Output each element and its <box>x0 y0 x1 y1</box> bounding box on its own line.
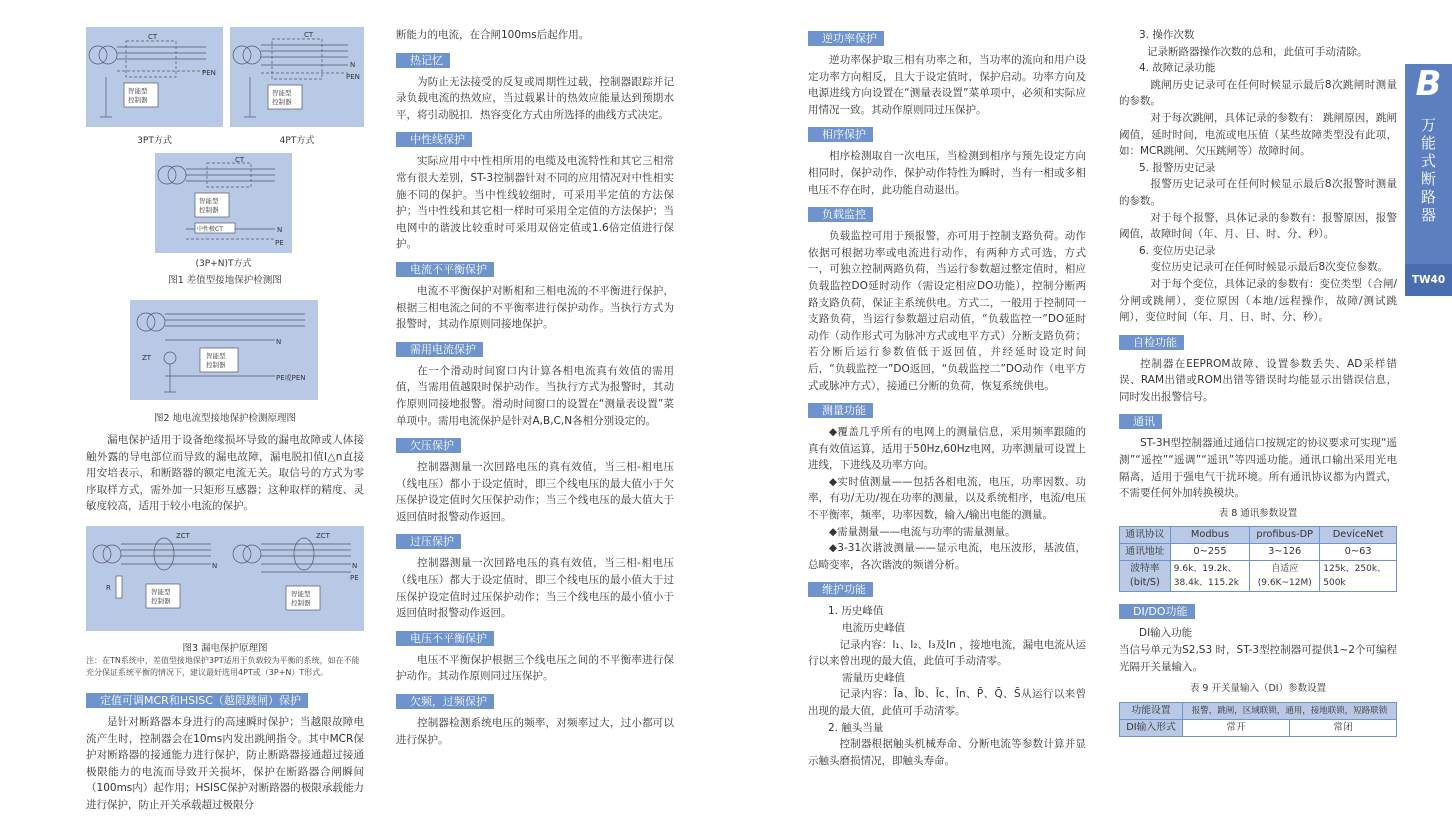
table-row <box>1120 719 1397 736</box>
item-3-title: 3. 操作次数 <box>1139 29 1195 41</box>
table-cell: 常开 <box>1183 719 1290 736</box>
section-heading: 热记忆 <box>396 53 450 68</box>
figure-3a-zct: ZCT <box>176 532 190 540</box>
selfcheck-text: 控制器在EEPROM故障、设置参数丢失、AD采样错误、RAM出错或ROM出错等错误时均能显示出错误信息，同时发出报警信号。 <box>1119 357 1397 403</box>
section-heading: 逆功率保护 <box>808 31 884 46</box>
maintenance-item-2: 2. 触头当量 <box>828 721 884 734</box>
figure-1b <box>230 27 364 127</box>
maintenance-record-3: 控制器根据触头机械寿命、分断电流等参数计算并显示触头磨损情况，即触头寿命。 <box>808 738 1086 767</box>
figure-1b-ct: CT <box>304 31 314 39</box>
section-paragraph: 控制器测量一次回路电压的真有效值，当三相-相电压（线电压）都小于设定值时，即三个线电压的最大值小于欠压保护设定值时欠压保护动作；当三个线电压的最大值大于返回值时报警动作返回。 <box>396 461 674 523</box>
figure-1b-caption: 4PT方式 <box>279 136 315 146</box>
table-cell: 功能设置 <box>1120 702 1183 719</box>
item-6-text: 变位历史记录可在任何时候显示最后8次变位参数。 <box>1150 261 1389 274</box>
table-8-title: 表 8 通讯参数设置 <box>1218 507 1298 519</box>
figure-2-zt: ZT <box>142 354 152 362</box>
table-cell: 0~255 <box>1170 544 1249 561</box>
figure-3b-ctrl-1: 智能型 <box>291 590 311 598</box>
section-heading: 需用电流保护 <box>396 342 483 357</box>
figure-1b-pen: PEN <box>346 73 360 81</box>
item-5-text-2: 对于每个报警，具体记录的参数有：报警原因，报警阈值，故障时间（年、月、日、时、分、秒）。 <box>1119 211 1397 241</box>
table-cell: 波特率 (bit/S) <box>1120 561 1171 592</box>
table-row <box>1120 702 1397 719</box>
figure-3b-n: N <box>352 562 358 570</box>
chapter-letter: B <box>1415 64 1442 104</box>
table-8 <box>1119 526 1397 592</box>
figure-2-n: N <box>276 338 282 346</box>
item-4-text: 跳闸历史记录可在任何时候显示最后8次跳闸时测量的参数。 <box>1119 78 1397 108</box>
figure-3a-n: N <box>212 562 218 570</box>
maintenance-sub-1: 电流历史峰值 <box>842 622 905 635</box>
section-heading: 相序保护 <box>808 127 873 142</box>
column-1-bottom <box>86 655 364 814</box>
maintenance-record-1: 记录内容：I₁、I₂、I₃及In ，接地电流，漏电电流从运行以来曾出现的最大值，此值可手动清零。 <box>808 638 1086 668</box>
table-cell: 3~126 <box>1250 544 1320 561</box>
figure-1c-pe: PE <box>275 239 284 247</box>
figure-2-diagram <box>130 300 318 400</box>
measure-heading: 测量功能 <box>808 403 873 418</box>
figure-3b-pe: PE <box>350 574 359 582</box>
section-heading: 定值可调MCR和HSISC（越限跳闸）保护 <box>86 693 308 708</box>
table-cell: 自适应 (9.6K~12M) <box>1250 561 1320 592</box>
leakage-paragraph-block <box>86 432 364 515</box>
figure-3 <box>86 526 364 631</box>
figure-3-diagram <box>86 526 364 631</box>
maintenance-sub-2: 需量历史峰值 <box>842 671 905 684</box>
section-paragraph: 控制器测量一次回路电压的真有效值，当三相-相电压（线电压）都大于设定值时，即三个线电压的最小值大于过压保护设定值时过压保护动作；当三个线电压的最小值小于返回值时报警动作返回。 <box>396 557 674 620</box>
figure-3a-r: R <box>106 584 111 592</box>
figure-2-ctrl-2: 控制器 <box>206 361 226 369</box>
section-paragraph: 在一个滑动时间窗口内计算各相电流真有效值的需用值，当需用值越限时保护动作。当执行方式为报警时，其动作原则同接地报警。滑动时间窗口的设置在“测量表设置”菜单项中。需用电流保护是针对A,B,C,N各相分别设定的。 <box>396 364 674 427</box>
table-row <box>1120 527 1397 544</box>
leakage-paragraph: 漏电保护适用于设备绝缘损坏导致的漏电故障或人体接触外露的导电部位而导致的漏电故障，漏电脱扣值I△n直接用安培表示，和断路器的额定电流无关。取信号的方式为零序取样方式，需外加一只矩形互感器；这种取样的精度、灵敏度较高，适用于较小电流的保护。 <box>86 434 364 513</box>
table-cell: 125k、250k、 500k <box>1320 561 1397 592</box>
item-3-text: 记录断路器操作次数的总和，此值可手动清除。 <box>1147 45 1368 58</box>
section-paragraph: 负载监控可用于预报警，亦可用于控制支路负荷。动作依据可根据功率或电流进行动作，有两种方式可选，方式一，可独立控制两路负荷，当运行参数超过整定值时，相应负载监控DO延时动作（需设定相应DO功能），控制分断两路支路负荷，保证主系统供电。方式二，一般用于控制同一支路负荷，当运行参数超过启动值，“负载监控一”DO延时动作（动作形式可为脉冲方式或电平方式）分断支路负荷；若分断后运行参数值低于返回值，并经延时设定时间后，“负载监控一”DO返回，“负载监控二”DO动作（电平方式或脉冲方式），接通已分断的负荷，恢复系统供电。 <box>808 230 1086 392</box>
figure-1c-ctrl-2: 控制器 <box>199 206 219 214</box>
section-paragraph: 是针对断路器本身进行的高速瞬时保护；当越限故障电流产生时，控制器会在10ms内发出跳闸指令。其中MCR保护对断路器的接通能力进行保护，防止断路器接通超过接通极限能力的电流而导致开关损坏，保护在断路器合闸瞬间（100ms内）起作用；HSISC保护对断路器的极限承载能力进行保护，防止开关承载超过极限分 <box>86 716 364 811</box>
comm-heading: 通讯 <box>1119 414 1162 429</box>
section-heading: 过压保护 <box>396 534 461 549</box>
table-row <box>1120 544 1397 561</box>
selfcheck-heading: 自检功能 <box>1119 335 1184 350</box>
section-paragraph: 实际应用中中性相所用的电缆及电流特性和其它三相常常有很大差别，ST-3控制器针对不同的应用情况对中性相实施不同的保护。当中性线较细时，可采用半定值的方法保护；当中性线和其它相一样时可采用全定值的方法保护；当电网中的谐波比较重时可采用双倍定值或1.6倍定值进行保护。 <box>396 155 674 251</box>
figure-1c <box>155 153 292 253</box>
table-cell: 0~63 <box>1320 544 1397 561</box>
table-cell: 报警，跳闸，区域联锁，通用，接地联锁，短路联锁 <box>1183 702 1397 719</box>
column-2-sections <box>396 44 674 749</box>
figure-3a-ctrl-1: 智能型 <box>151 588 171 596</box>
figure-1c-diagram <box>155 153 292 253</box>
table-cell: DeviceNet <box>1320 527 1397 544</box>
figure-2-title: 图2 地电流型接地保护检测原理图 <box>153 413 297 424</box>
figure-1b-diagram <box>230 27 364 127</box>
table-cell: 通讯协议 <box>1120 527 1171 544</box>
section-heading: 电流不平衡保护 <box>396 262 494 277</box>
figure-2 <box>130 300 318 400</box>
item-4-text-2: 对于每次跳闸，具体记录的参数有： 跳闸原因，跳闸阈值，延时时间，电流或电压值（某些故障类型没有此项，如：MCR跳闸、欠压跳闸等）故障时间。 <box>1119 111 1397 158</box>
section-heading: 中性线保护 <box>396 132 472 147</box>
figure-2-ctrl-1: 智能型 <box>206 352 226 360</box>
figure-3a-ctrl-2: 控制器 <box>151 597 171 605</box>
comm-text: ST-3H型控制器通过通信口按规定的协议要求可实现“遥测”“遥控”“遥调”“遥讯”等四遥功能。通讯口输出采用光电隔离，适用于强电气干扰环境。所有通讯协议都为内置式，不需要任何外加转换模块。 <box>1119 437 1397 500</box>
maintenance-record-2: 记录内容：Īa、Īb、Īc、Īn、P̄、Q̄、S̄从运行以来曾出现的最大值，此值可手动清零。 <box>808 688 1086 717</box>
item-6-text-2: 对于每个变位，具体记录的参数有：变位类型（合闸/分闸或跳闸），变位原因（本地/远程操作，故障/测试跳闸），变位时间（年、月、日、时、分、秒）。 <box>1119 277 1397 324</box>
measure-item: ◆实时值测量——包括各相电流，电压，功率因数、功率，有功/无功/视在功率的测量，以及系统相序，电流/电压不平衡率，频率，功率因数，输入/输出电能的测量。 <box>808 475 1086 522</box>
figure-1b-ctrl-2: 控制器 <box>272 98 292 106</box>
figure-1c-nct: 中性极CT <box>197 226 223 233</box>
section-heading: 负载监控 <box>808 207 873 222</box>
table-cell: profibus-DP <box>1250 527 1320 544</box>
section-heading: 电压不平衡保护 <box>396 631 494 646</box>
di-title: DI输入功能 <box>1139 627 1193 640</box>
figure-3b-ctrl-2: 控制器 <box>291 599 311 607</box>
chapter-title-text: 万能式断路器 <box>1421 116 1437 224</box>
section-paragraph: 逆功率保护取三相有功率之和，当功率的流向和用户设定功率方向相反，且大于设定值时，保护启动。功率方向及电源进线方向设置在“测量表设置”菜单项中，必须和实际应用情况一致。其动作原则同过压保护。 <box>808 54 1086 116</box>
section-paragraph: 控制器检测系统电压的频率，对频率过大，过小都可以进行保护。 <box>396 717 674 746</box>
column-3 <box>808 22 1086 769</box>
figure-3-note: 注：在TN系统中，差值型接地保护3PT适用于负载较为平衡的系统，如在不能充分保证系统平衡的情况下，建议最好选用4PT或（3P+N）T形式。 <box>86 656 360 677</box>
chapter-title-vertical <box>1405 116 1452 224</box>
figure-1a <box>86 27 223 127</box>
table-cell: 常闭 <box>1289 719 1396 736</box>
figure-1a-pen: PEN <box>202 69 216 77</box>
section-paragraph: 为防止无法接受的反复或周期性过载，控制器跟踪并记录负载电流的热效应，当过载累计的热效应能量达到预期水平，将引动脱扣．热容变化方式由所选择的曲线方式决定。 <box>396 75 674 121</box>
product-code: TW40 <box>1405 264 1452 296</box>
dido-heading: DI/DO功能 <box>1119 604 1195 619</box>
figure-1c-n: N <box>277 226 283 234</box>
section-paragraph: 相序检测取自一次电压，当检测到相序与预先设定方向相同时，保护动作，保护动作特性为瞬时，当有一相或多相电压不存在时，此功能自动退出。 <box>808 150 1086 196</box>
item-5-text: 报警历史记录可在任何时候显示最后8次报警时测量的参数。 <box>1119 178 1397 207</box>
item-6-title: 6. 变位历史记录 <box>1139 244 1216 257</box>
table-cell: 通讯地址 <box>1120 544 1171 561</box>
table-9 <box>1119 702 1397 737</box>
figure-3-title: 图3 漏电保护原理图 <box>182 643 268 654</box>
item-5-title: 5. 报警历史记录 <box>1139 161 1216 174</box>
figure-1a-ctrl-1: 智能型 <box>128 87 148 95</box>
section-heading: 欠压保护 <box>396 438 461 453</box>
figure-1-title: 图1 差值型接地保护检测图 <box>168 275 282 286</box>
section-paragraph: 电流不平衡保护对断相和三相电流的不平衡进行保护，根据三相电流之间的不平衡率进行保护动作。当执行方式为报警时，其动作原则同接地保护。 <box>396 284 674 331</box>
maintenance-heading: 维护功能 <box>808 582 873 597</box>
di-text: 当信号单元为S2,S3 时，ST-3型控制器可提供1~2个可编程光隔开关量输入。 <box>1119 644 1397 673</box>
column-2 <box>396 27 674 748</box>
maintenance-item-1: 1. 历史峰值 <box>828 605 884 618</box>
measure-item: ◆3-31次谐波测量——显示电流，电压波形，基波值，总畸变率，各次谐波的频谱分析。 <box>808 542 1086 571</box>
figure-1a-ct: CT <box>148 33 158 41</box>
figure-1a-diagram <box>86 27 223 127</box>
figure-3b-zct: ZCT <box>316 532 330 540</box>
table-cell: 9.6k、19.2k、 38.4k、115.2k <box>1170 561 1249 592</box>
table-cell: Modbus <box>1170 527 1249 544</box>
table-cell: DI输入形式 <box>1120 719 1183 736</box>
section-paragraph: 电压不平衡保护根据三个线电压之间的不平衡率进行保护动作。其动作原则同过压保护。 <box>396 653 674 683</box>
figure-1c-caption: (3P+N)T方式 <box>195 259 252 269</box>
column-2-continuation: 断能力的电流，在合闸100ms后起作用。 <box>396 29 590 41</box>
column-4 <box>1119 27 1397 737</box>
table-9-title: 表 9 开关量输入（DI）参数设置 <box>1189 683 1327 695</box>
measure-item: ◆需量测量——电流与功率的需量测量。 <box>829 525 1016 538</box>
figure-1c-ctrl-1: 智能型 <box>199 197 219 205</box>
figure-1c-ct: CT <box>235 156 245 164</box>
item-4-title: 4. 故障记录功能 <box>1139 62 1216 75</box>
measure-item: ◆覆盖几乎所有的电网上的测量信息，采用频率跟随的真有效值运算，适用于50Hz,60Hz电网，功率测量可设置上进线，下进线及功率方向。 <box>808 426 1086 472</box>
column-3-sections <box>808 22 1086 394</box>
figure-1b-n: N <box>350 61 356 69</box>
measure-items <box>808 424 1086 573</box>
figure-2-pe: PE或PEN <box>276 374 306 382</box>
table-row <box>1120 561 1397 592</box>
section-heading: 欠频，过频保护 <box>396 694 494 709</box>
figure-1a-ctrl-2: 控制器 <box>128 96 148 104</box>
figure-1a-caption: 3PT方式 <box>137 136 172 146</box>
chapter-sidebar <box>1405 64 1452 296</box>
figure-1b-ctrl-1: 智能型 <box>272 89 292 97</box>
